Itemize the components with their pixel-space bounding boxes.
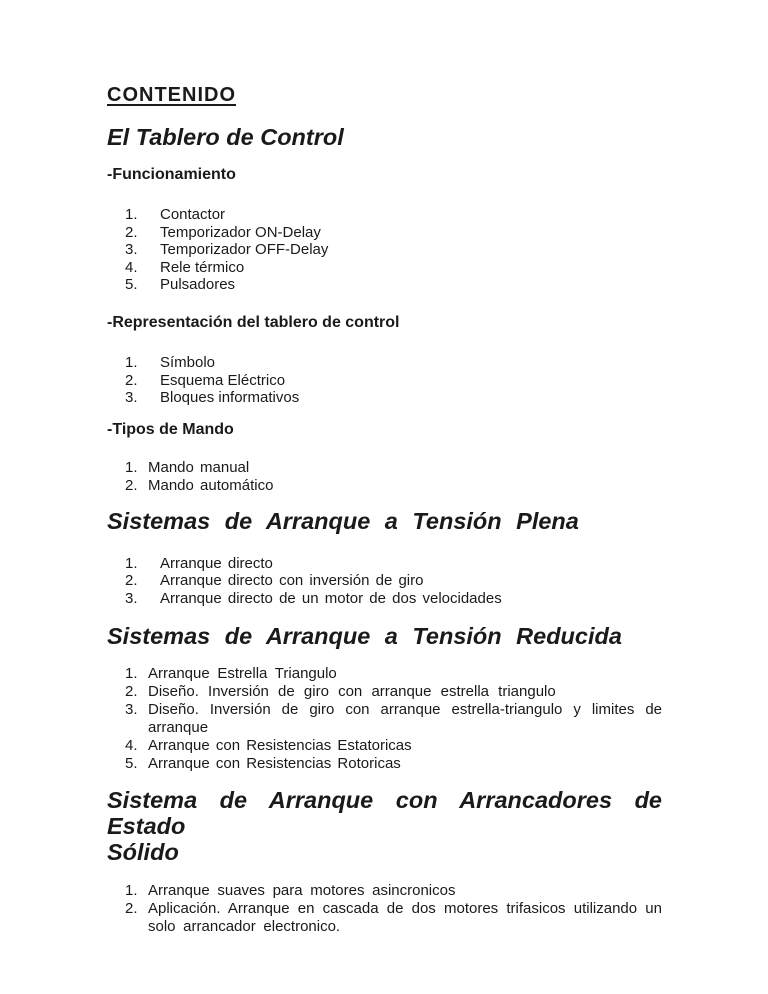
list-item-text: Temporizador ON-Delay bbox=[160, 223, 321, 241]
heading-tension-plena: Sistemas de Arranque a Tensión Plena bbox=[107, 507, 579, 534]
list-estado-solido bbox=[107, 882, 662, 936]
heading-tension-reducida: Sistemas de Arranque a Tensión Reducida bbox=[107, 622, 622, 649]
list-item-text: Arranque directo con inversión de giro bbox=[160, 572, 424, 590]
list-item-number: 1. bbox=[125, 458, 138, 476]
list-item bbox=[107, 683, 662, 701]
list-item-text: Pulsadores bbox=[160, 276, 236, 294]
list-item-number: 3. bbox=[125, 241, 138, 259]
list-item-text: Arranque con Resistencias Rotoricas bbox=[148, 754, 401, 772]
list-item-text: Arranque con Resistencias Estatoricas bbox=[148, 736, 412, 754]
subheading-representacion: -Representación del tablero de control bbox=[107, 313, 400, 331]
heading-estado-solido bbox=[107, 787, 662, 865]
list-item bbox=[107, 389, 662, 407]
list-item bbox=[107, 477, 662, 495]
heading-estado-solido-line2: Sólido bbox=[107, 838, 179, 865]
list-item-text: Arranque directo de un motor de dos velocidades bbox=[160, 589, 502, 607]
list-tension-plena bbox=[107, 555, 662, 608]
list-item bbox=[107, 224, 662, 242]
list-representacion bbox=[107, 354, 662, 407]
list-item-text: Diseño. Inversión de giro con arranque estrella triangulo bbox=[148, 682, 556, 700]
list-item-line2: solo arrancador electronico. bbox=[148, 917, 341, 935]
list-item-number: 3. bbox=[125, 700, 138, 718]
list-item-text bbox=[148, 900, 662, 936]
list-item-number: 1. bbox=[125, 353, 138, 371]
list-item bbox=[107, 354, 662, 372]
list-item-number: 1. bbox=[125, 664, 138, 682]
list-item bbox=[107, 259, 662, 277]
list-item-text: Temporizador OFF-Delay bbox=[160, 241, 329, 259]
list-item-text: Mando automático bbox=[148, 476, 274, 494]
list-item bbox=[107, 572, 662, 590]
list-item bbox=[107, 701, 662, 737]
list-item-text bbox=[148, 701, 662, 737]
list-item-number: 2. bbox=[125, 476, 138, 494]
list-item-number: 2. bbox=[125, 682, 138, 700]
list-item-number: 2. bbox=[125, 899, 138, 917]
list-item bbox=[107, 737, 662, 755]
list-item bbox=[107, 459, 662, 477]
list-item-text: Esquema Eléctrico bbox=[160, 371, 286, 389]
list-tipos-de-mando bbox=[107, 459, 662, 495]
list-tension-reducida bbox=[107, 665, 662, 773]
list-item-number: 4. bbox=[125, 258, 138, 276]
list-item-number: 2. bbox=[125, 371, 138, 389]
list-funcionamiento bbox=[107, 206, 662, 294]
list-item bbox=[107, 555, 662, 573]
list-item-text: Contactor bbox=[160, 206, 226, 223]
subheading-funcionamiento: -Funcionamiento bbox=[107, 166, 236, 183]
list-item-number: 2. bbox=[125, 223, 138, 241]
list-item bbox=[107, 900, 662, 936]
list-item-text: Mando manual bbox=[148, 458, 250, 476]
list-item bbox=[107, 665, 662, 683]
list-item-line2: arranque bbox=[148, 718, 209, 736]
page-title: CONTENIDO bbox=[107, 84, 236, 106]
list-item-number: 1. bbox=[125, 881, 138, 899]
list-item-number: 1. bbox=[125, 206, 138, 223]
list-item bbox=[107, 372, 662, 390]
list-item-text: Bloques informativos bbox=[160, 389, 300, 407]
list-item bbox=[107, 882, 662, 900]
heading-estado-solido-line1: Sistema de Arranque con Arrancadores de Estado bbox=[107, 786, 662, 839]
list-item-text: Rele térmico bbox=[160, 258, 245, 276]
list-item-text: Arranque directo bbox=[160, 554, 273, 572]
list-item bbox=[107, 755, 662, 773]
list-item bbox=[107, 206, 662, 224]
list-item bbox=[107, 590, 662, 608]
list-item-number: 1. bbox=[125, 554, 138, 572]
heading-el-tablero-de-control: El Tablero de Control bbox=[107, 124, 344, 150]
list-item-number: 3. bbox=[125, 389, 138, 407]
list-item-number: 4. bbox=[125, 736, 138, 754]
list-item-number: 5. bbox=[125, 754, 138, 772]
subheading-tipos-de-mando: -Tipos de Mando bbox=[107, 420, 234, 438]
list-item-number: 2. bbox=[125, 572, 138, 590]
list-item-line1: Diseño. Inversión de giro con arranque estrella-triangulo y limites de bbox=[148, 700, 662, 718]
list-item-text: Símbolo bbox=[160, 353, 216, 371]
list-item-line1: Aplicación. Arranque en cascada de dos motores trifasicos utilizando un bbox=[148, 899, 662, 917]
list-item bbox=[107, 241, 662, 259]
list-item-number: 3. bbox=[125, 589, 138, 607]
list-item-number: 5. bbox=[125, 276, 138, 294]
list-item-text: Arranque Estrella Triangulo bbox=[148, 664, 337, 682]
list-item bbox=[107, 276, 662, 294]
list-item-text: Arranque suaves para motores asincronicos bbox=[148, 881, 456, 899]
